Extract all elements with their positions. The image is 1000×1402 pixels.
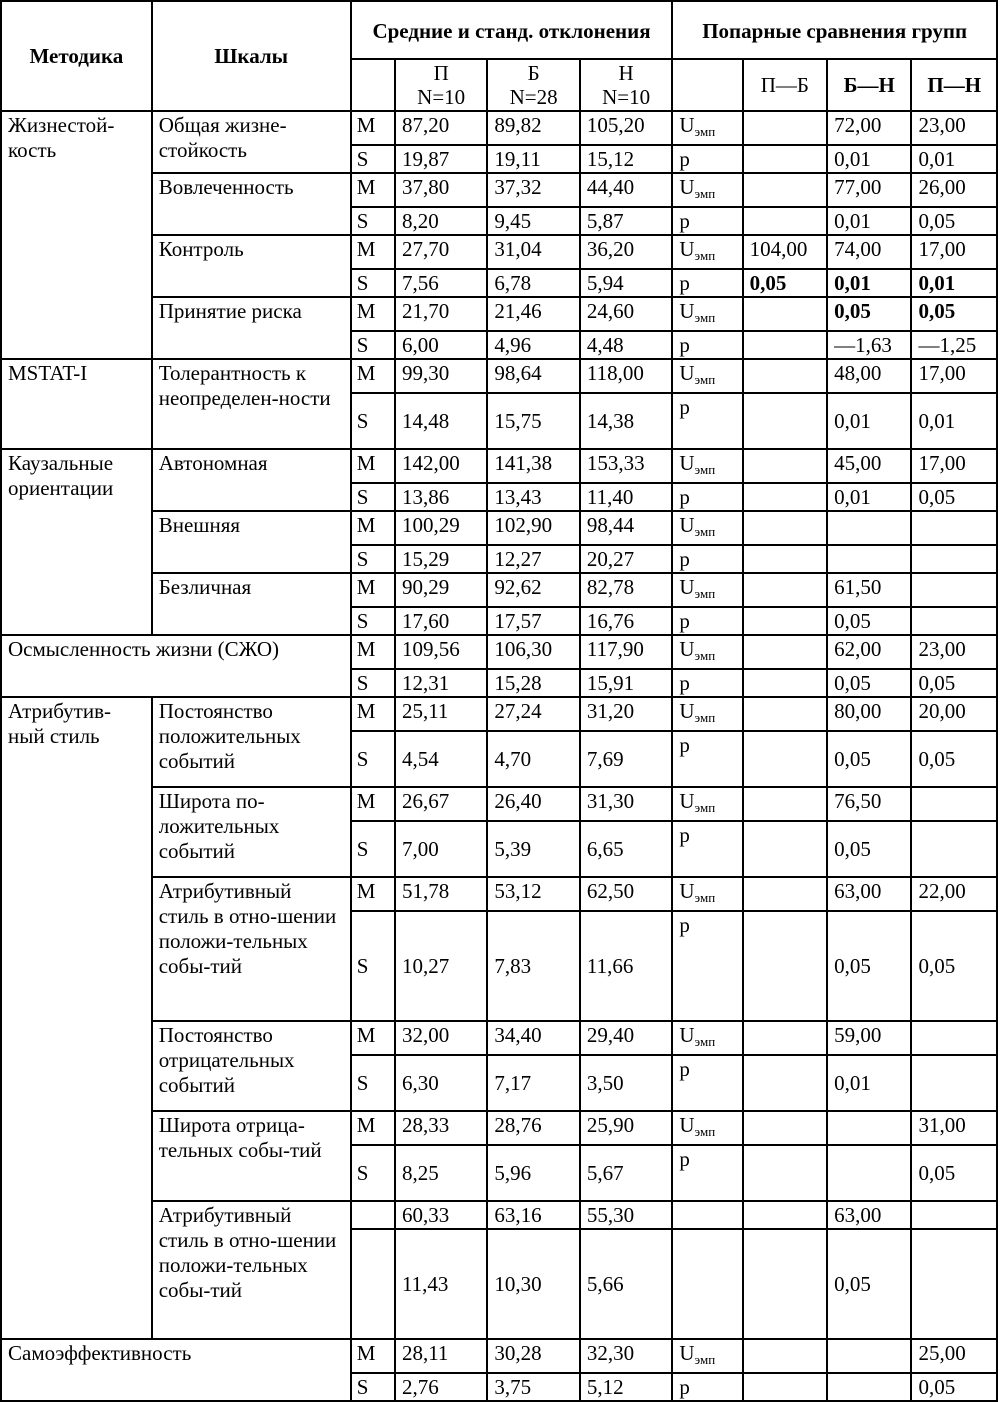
value-cell: 21,46 [487, 297, 579, 331]
header-comparisons: Попарные сравнения групп [672, 1, 997, 59]
empty-cell [351, 1229, 395, 1339]
p-label: р [672, 911, 742, 1021]
value-cell: 63,16 [487, 1201, 579, 1229]
value-cell [743, 331, 827, 359]
s-label: S [351, 731, 395, 787]
value-cell: 0,01 [911, 145, 997, 173]
value-cell: 48,00 [827, 359, 911, 393]
value-cell: 80,00 [827, 697, 911, 731]
value-cell: 0,01 [827, 207, 911, 235]
value-cell: 0,01 [827, 1055, 911, 1111]
value-cell: 90,29 [395, 573, 487, 607]
value-cell: 142,00 [395, 449, 487, 483]
value-cell: 8,20 [395, 207, 487, 235]
value-cell: 7,56 [395, 269, 487, 297]
m-label: M [351, 635, 395, 669]
value-cell: 15,12 [580, 145, 672, 173]
value-cell: 17,57 [487, 607, 579, 635]
value-cell: 22,00 [911, 877, 997, 911]
value-cell: —1,25 [911, 331, 997, 359]
value-cell: 13,43 [487, 483, 579, 511]
value-cell [743, 297, 827, 331]
u-label: $U_{эмп}$ [672, 697, 742, 731]
value-cell [743, 911, 827, 1021]
value-cell: 6,30 [395, 1055, 487, 1111]
value-cell [827, 1339, 911, 1373]
u-label: $U_{эмп}$ [672, 1021, 742, 1055]
value-cell [743, 607, 827, 635]
value-cell: 45,00 [827, 449, 911, 483]
s-label: S [351, 331, 395, 359]
p-label: р [672, 1145, 742, 1201]
value-cell: —1,63 [827, 331, 911, 359]
value-cell: 0,05 [827, 669, 911, 697]
m-label: M [351, 297, 395, 331]
value-cell: 77,00 [827, 173, 911, 207]
value-cell: 10,27 [395, 911, 487, 1021]
value-cell: 0,05 [911, 483, 997, 511]
value-cell: 7,83 [487, 911, 579, 1021]
value-cell [743, 1201, 827, 1229]
value-cell: 102,90 [487, 511, 579, 545]
method-cell: Каузальные ориентации [1, 449, 152, 635]
value-cell: 27,24 [487, 697, 579, 731]
value-cell: 0,05 [911, 911, 997, 1021]
scale-cell: Толерантность к неопределен-ности [152, 359, 351, 449]
value-cell: 51,78 [395, 877, 487, 911]
value-cell: 117,90 [580, 635, 672, 669]
header-empty-sym [351, 59, 395, 111]
value-cell: 26,00 [911, 173, 997, 207]
value-cell: 0,01 [827, 483, 911, 511]
value-cell: 5,96 [487, 1145, 579, 1201]
value-cell [911, 1229, 997, 1339]
value-cell: 62,50 [580, 877, 672, 911]
value-cell: 15,91 [580, 669, 672, 697]
value-cell: 20,27 [580, 545, 672, 573]
value-cell [743, 1373, 827, 1401]
value-cell: 0,05 [743, 269, 827, 297]
value-cell: 72,00 [827, 111, 911, 145]
value-cell: 28,76 [487, 1111, 579, 1145]
value-cell: 37,80 [395, 173, 487, 207]
value-cell [743, 1145, 827, 1201]
value-cell: 0,05 [827, 911, 911, 1021]
u-label: $U_{эмп}$ [672, 787, 742, 821]
header-bn: Б—Н [827, 59, 911, 111]
s-label: S [351, 269, 395, 297]
value-cell: 61,50 [827, 573, 911, 607]
value-cell: 0,01 [827, 393, 911, 449]
value-cell: 76,50 [827, 787, 911, 821]
scale-cell: Принятие риска [152, 297, 351, 359]
value-cell: 87,20 [395, 111, 487, 145]
value-cell: 27,70 [395, 235, 487, 269]
header-group-p: П N=10 [395, 59, 487, 111]
value-cell: 17,00 [911, 359, 997, 393]
value-cell [827, 1145, 911, 1201]
value-cell [743, 483, 827, 511]
value-cell: 0,01 [827, 145, 911, 173]
value-cell [743, 449, 827, 483]
m-label: M [351, 511, 395, 545]
u-label: $U_{эмп}$ [672, 235, 742, 269]
value-cell: 14,38 [580, 393, 672, 449]
method-cell: MSTAT-I [1, 359, 152, 449]
scale-cell: Широта отрица-тельных собы-тий [152, 1111, 351, 1201]
empty-cell [351, 1201, 395, 1229]
m-label: M [351, 877, 395, 911]
value-cell [743, 173, 827, 207]
header-empty-stat [672, 59, 742, 111]
value-cell: 0,05 [911, 1373, 997, 1401]
value-cell: 5,67 [580, 1145, 672, 1201]
value-cell [743, 545, 827, 573]
value-cell: 104,00 [743, 235, 827, 269]
value-cell: 98,64 [487, 359, 579, 393]
p-label: р [672, 393, 742, 449]
m-label: M [351, 1111, 395, 1145]
u-label: $U_{эмп}$ [672, 511, 742, 545]
value-cell: 3,50 [580, 1055, 672, 1111]
value-cell [911, 1201, 997, 1229]
value-cell: 118,00 [580, 359, 672, 393]
s-label: S [351, 145, 395, 173]
value-cell: 21,70 [395, 297, 487, 331]
scale-cell: Атрибутивный стиль в отно-шении положи-тельных собы-тий [152, 1201, 351, 1339]
value-cell [743, 821, 827, 877]
u-label: $U_{эмп}$ [672, 877, 742, 911]
value-cell: 15,75 [487, 393, 579, 449]
value-cell [743, 1111, 827, 1145]
p-label: р [672, 669, 742, 697]
value-cell: 31,00 [911, 1111, 997, 1145]
header-pn: П—Н [911, 59, 997, 111]
u-label: $U_{эмп}$ [672, 1339, 742, 1373]
value-cell [743, 669, 827, 697]
value-cell: 11,43 [395, 1229, 487, 1339]
value-cell: 26,40 [487, 787, 579, 821]
value-cell: 7,17 [487, 1055, 579, 1111]
value-cell: 29,40 [580, 1021, 672, 1055]
value-cell: 109,56 [395, 635, 487, 669]
value-cell: 34,40 [487, 1021, 579, 1055]
p-label: р [672, 145, 742, 173]
m-label: M [351, 449, 395, 483]
u-label: $U_{эмп}$ [672, 297, 742, 331]
s-label: S [351, 607, 395, 635]
value-cell: 7,00 [395, 821, 487, 877]
p-label: р [672, 483, 742, 511]
header-pb: П—Б [743, 59, 827, 111]
value-cell: 55,30 [580, 1201, 672, 1229]
method-cell: Самоэффективность [1, 1339, 351, 1401]
s-label: S [351, 669, 395, 697]
value-cell: 14,48 [395, 393, 487, 449]
value-cell: 20,00 [911, 697, 997, 731]
value-cell [743, 877, 827, 911]
m-label: M [351, 359, 395, 393]
value-cell [911, 573, 997, 607]
value-cell: 105,20 [580, 111, 672, 145]
empty-cell [672, 1201, 742, 1229]
p-label: р [672, 331, 742, 359]
value-cell: 10,30 [487, 1229, 579, 1339]
value-cell: 4,54 [395, 731, 487, 787]
p-label: р [672, 731, 742, 787]
value-cell: 60,33 [395, 1201, 487, 1229]
scale-cell: Автономная [152, 449, 351, 511]
value-cell: 5,94 [580, 269, 672, 297]
value-cell [743, 359, 827, 393]
value-cell [743, 697, 827, 731]
value-cell: 5,12 [580, 1373, 672, 1401]
value-cell: 6,65 [580, 821, 672, 877]
method-cell: Жизнестой-кость [1, 111, 152, 359]
value-cell: 13,86 [395, 483, 487, 511]
u-label: $U_{эмп}$ [672, 173, 742, 207]
value-cell: 12,27 [487, 545, 579, 573]
value-cell: 0,05 [911, 669, 997, 697]
value-cell: 0,05 [911, 297, 997, 331]
value-cell: 17,00 [911, 235, 997, 269]
s-label: S [351, 393, 395, 449]
value-cell: 11,66 [580, 911, 672, 1021]
header-means: Средние и станд. отклонения [351, 1, 673, 59]
m-label: M [351, 787, 395, 821]
value-cell [827, 511, 911, 545]
value-cell: 5,66 [580, 1229, 672, 1339]
value-cell: 62,00 [827, 635, 911, 669]
scale-cell: Безличная [152, 573, 351, 635]
header-group-b: Б N=28 [487, 59, 579, 111]
u-label: $U_{эмп}$ [672, 1111, 742, 1145]
value-cell: 0,01 [911, 393, 997, 449]
value-cell: 23,00 [911, 635, 997, 669]
p-label: р [672, 269, 742, 297]
u-label: $U_{эмп}$ [672, 359, 742, 393]
scale-cell: Внешняя [152, 511, 351, 573]
value-cell: 74,00 [827, 235, 911, 269]
value-cell: 3,75 [487, 1373, 579, 1401]
scale-cell: Вовлеченность [152, 173, 351, 235]
value-cell: 19,11 [487, 145, 579, 173]
m-label: M [351, 111, 395, 145]
value-cell: 89,82 [487, 111, 579, 145]
value-cell: 63,00 [827, 877, 911, 911]
value-cell: 98,44 [580, 511, 672, 545]
value-cell [911, 821, 997, 877]
value-cell [827, 1373, 911, 1401]
value-cell: 5,39 [487, 821, 579, 877]
value-cell: 19,87 [395, 145, 487, 173]
m-label: M [351, 573, 395, 607]
p-label: р [672, 1055, 742, 1111]
header-group-n: Н N=10 [580, 59, 672, 111]
value-cell: 0,05 [827, 607, 911, 635]
value-cell [827, 545, 911, 573]
value-cell: 12,31 [395, 669, 487, 697]
value-cell: 141,38 [487, 449, 579, 483]
value-cell [743, 393, 827, 449]
u-label: $U_{эмп}$ [672, 449, 742, 483]
header-scales: Шкалы [152, 1, 351, 111]
value-cell [911, 511, 997, 545]
value-cell: 4,96 [487, 331, 579, 359]
value-cell: 8,25 [395, 1145, 487, 1201]
value-cell: 106,30 [487, 635, 579, 669]
value-cell: 32,00 [395, 1021, 487, 1055]
value-cell: 4,70 [487, 731, 579, 787]
value-cell: 36,20 [580, 235, 672, 269]
value-cell [743, 1055, 827, 1111]
m-label: M [351, 235, 395, 269]
value-cell: 23,00 [911, 111, 997, 145]
value-cell: 6,00 [395, 331, 487, 359]
value-cell [911, 787, 997, 821]
value-cell: 37,32 [487, 173, 579, 207]
value-cell: 0,05 [827, 731, 911, 787]
value-cell [911, 1055, 997, 1111]
s-label: S [351, 911, 395, 1021]
value-cell: 53,12 [487, 877, 579, 911]
value-cell: 59,00 [827, 1021, 911, 1055]
scale-cell: Атрибутивный стиль в отно-шении положи-тельных собы-тий [152, 877, 351, 1021]
s-label: S [351, 1055, 395, 1111]
value-cell [911, 545, 997, 573]
value-cell: 24,60 [580, 297, 672, 331]
value-cell: 92,62 [487, 573, 579, 607]
value-cell: 28,11 [395, 1339, 487, 1373]
value-cell: 100,29 [395, 511, 487, 545]
u-label: $U_{эмп}$ [672, 111, 742, 145]
scale-cell: Постоянство отрицательных событий [152, 1021, 351, 1111]
s-label: S [351, 545, 395, 573]
value-cell: 31,20 [580, 697, 672, 731]
value-cell: 0,05 [911, 1145, 997, 1201]
header-method: Методика [1, 1, 152, 111]
value-cell [743, 1021, 827, 1055]
value-cell: 15,28 [487, 669, 579, 697]
value-cell: 2,76 [395, 1373, 487, 1401]
p-label: р [672, 207, 742, 235]
s-label: S [351, 821, 395, 877]
value-cell: 0,05 [827, 821, 911, 877]
value-cell: 28,33 [395, 1111, 487, 1145]
m-label: M [351, 173, 395, 207]
u-label: $U_{эмп}$ [672, 573, 742, 607]
value-cell: 16,76 [580, 607, 672, 635]
method-cell: Атрибутив-ный стиль [1, 697, 152, 1339]
s-label: S [351, 1373, 395, 1401]
scale-cell: Постоянство положительных событий [152, 697, 351, 787]
value-cell: 63,00 [827, 1201, 911, 1229]
value-cell: 44,40 [580, 173, 672, 207]
scale-cell: Широта по-ложительных событий [152, 787, 351, 877]
value-cell [827, 1111, 911, 1145]
value-cell: 15,29 [395, 545, 487, 573]
value-cell [743, 731, 827, 787]
value-cell: 153,33 [580, 449, 672, 483]
m-label: M [351, 1339, 395, 1373]
value-cell: 0,05 [911, 207, 997, 235]
s-label: S [351, 1145, 395, 1201]
value-cell [743, 1339, 827, 1373]
value-cell: 9,45 [487, 207, 579, 235]
value-cell: 26,67 [395, 787, 487, 821]
value-cell: 82,78 [580, 573, 672, 607]
value-cell: 32,30 [580, 1339, 672, 1373]
value-cell [743, 511, 827, 545]
value-cell [743, 207, 827, 235]
value-cell: 0,05 [827, 297, 911, 331]
p-label: р [672, 821, 742, 877]
value-cell [911, 1021, 997, 1055]
p-label: р [672, 545, 742, 573]
value-cell [743, 787, 827, 821]
value-cell: 17,00 [911, 449, 997, 483]
value-cell: 31,30 [580, 787, 672, 821]
value-cell [743, 111, 827, 145]
value-cell: 7,69 [580, 731, 672, 787]
value-cell [743, 635, 827, 669]
value-cell [911, 607, 997, 635]
value-cell [743, 145, 827, 173]
value-cell: 30,28 [487, 1339, 579, 1373]
value-cell: 25,00 [911, 1339, 997, 1373]
scale-cell: Контроль [152, 235, 351, 297]
s-label: S [351, 483, 395, 511]
value-cell: 0,01 [827, 269, 911, 297]
value-cell [743, 573, 827, 607]
m-label: M [351, 1021, 395, 1055]
value-cell: 5,87 [580, 207, 672, 235]
value-cell: 0,01 [911, 269, 997, 297]
value-cell: 17,60 [395, 607, 487, 635]
scale-cell: Общая жизне-стойкость [152, 111, 351, 173]
value-cell: 0,05 [911, 731, 997, 787]
value-cell: 25,11 [395, 697, 487, 731]
m-label: M [351, 697, 395, 731]
value-cell: 25,90 [580, 1111, 672, 1145]
value-cell [743, 1229, 827, 1339]
value-cell: 4,48 [580, 331, 672, 359]
p-label: р [672, 1373, 742, 1401]
method-cell: Осмысленность жизни (СЖО) [1, 635, 351, 697]
value-cell: 6,78 [487, 269, 579, 297]
value-cell: 99,30 [395, 359, 487, 393]
value-cell: 31,04 [487, 235, 579, 269]
value-cell: 0,05 [827, 1229, 911, 1339]
s-label: S [351, 207, 395, 235]
u-label: $U_{эмп}$ [672, 635, 742, 669]
empty-cell [672, 1229, 742, 1339]
p-label: р [672, 607, 742, 635]
value-cell: 11,40 [580, 483, 672, 511]
